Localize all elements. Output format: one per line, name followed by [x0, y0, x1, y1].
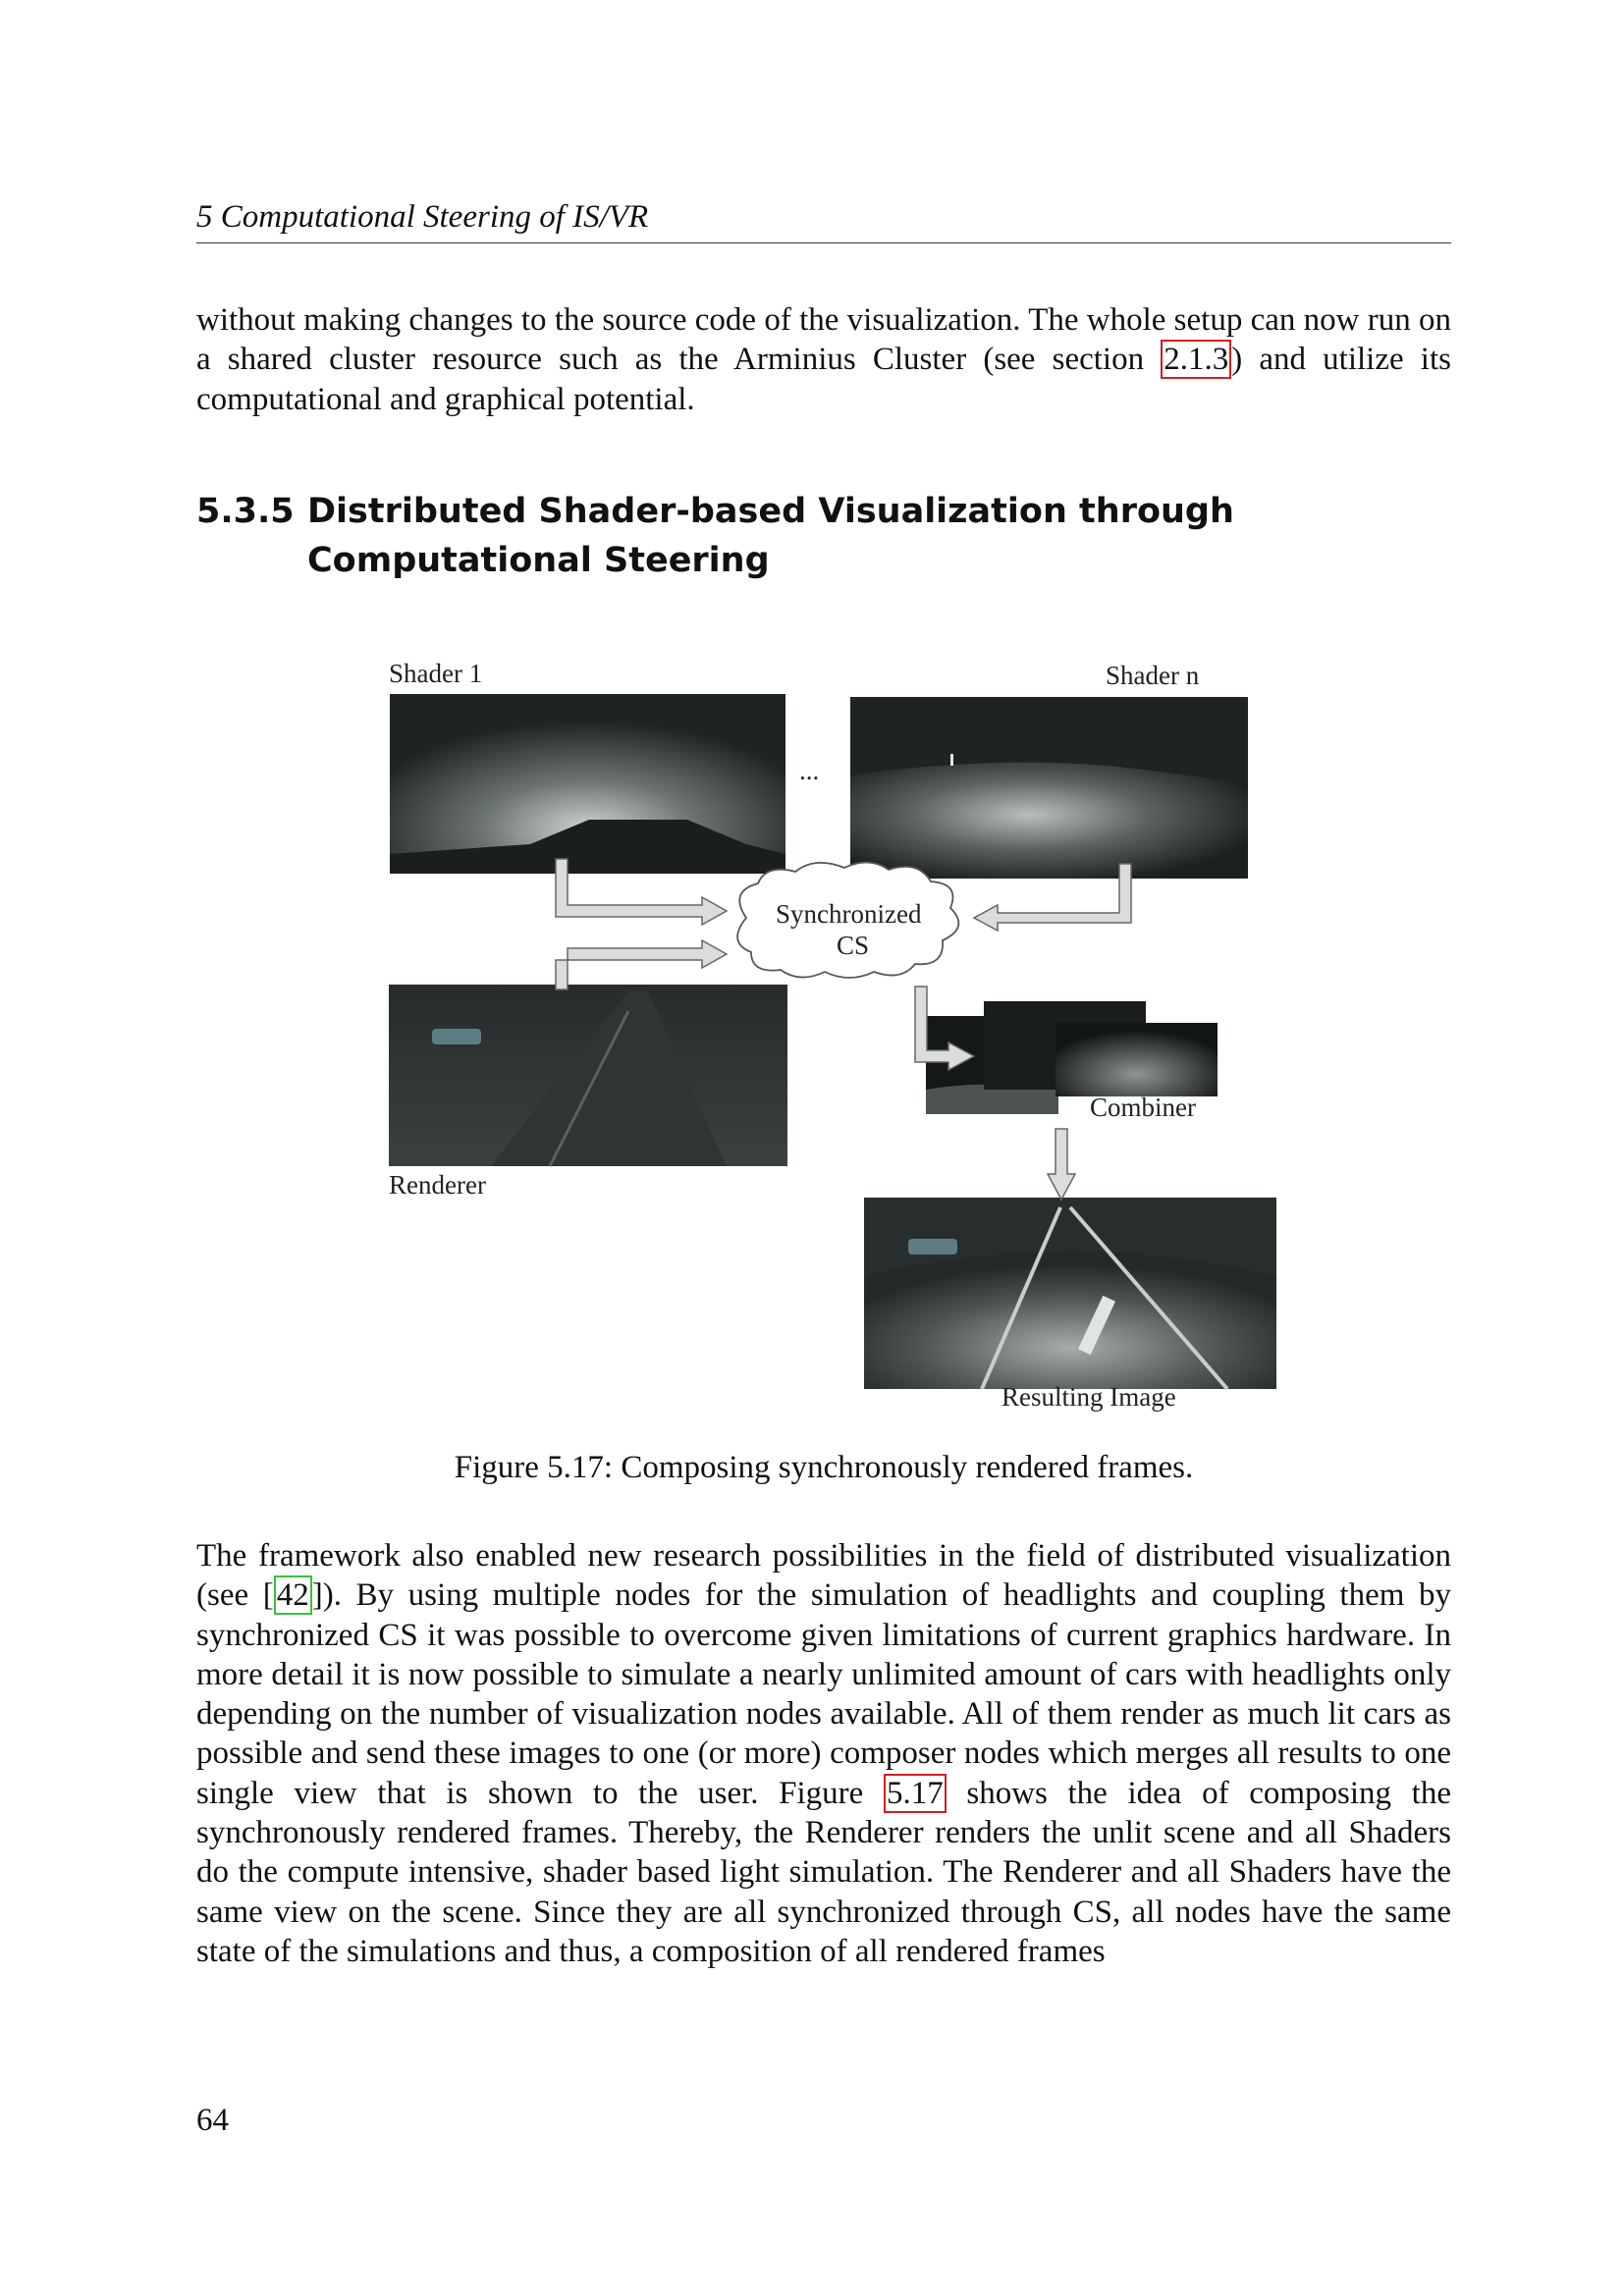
label-shader-n: Shader n [1106, 661, 1200, 690]
renderer-image [389, 985, 787, 1166]
label-shader-1: Shader 1 [389, 659, 483, 688]
label-resulting-image: Resulting Image [1001, 1382, 1176, 1412]
figure-ref-link[interactable]: 5.17 [884, 1774, 947, 1813]
label-renderer: Renderer [389, 1170, 486, 1200]
section-ref-link[interactable]: 2.1.3 [1161, 340, 1231, 379]
label-sync-line2: CS [837, 931, 870, 960]
body-text-2: ]). By using multiple nodes for the simulation of headlights and coupling them by synchronized CS it was possible to overcome given limitations of current graphics hardware. In more detail it is now possible to simulate a nearly unlimited amount of cars with headlights only depending on the number of visualization nodes available. All of them render as much lit cars as possible and send these images to one (or more) composer nodes which merges all results to one single view that is shown to the user. Figure [196, 1577, 1451, 1811]
shader-1-image [390, 694, 785, 874]
label-ellipsis: ... [799, 756, 820, 785]
intro-text-after: ) and utilize its computational and graphical potential. [196, 342, 1451, 417]
section-title: Distributed Shader-based Visualization through Computational Steering [307, 492, 1234, 580]
body-text-3: shows the idea of composing the synchronously rendered frames. Thereby, the Renderer renders the unlit scene and all Shaders do the compute intensive, shader based light simulation. The Renderer and all Shaders have the same view on the scene. Since they are all synchronized through CS, all nodes have the same state of the simulations and thus, a composition of all rendered frames [196, 1775, 1451, 1969]
arrow-combiner-to-result [1048, 1129, 1075, 1200]
body-paragraph [196, 1536, 1451, 1971]
arrow-renderer-to-cs [556, 940, 727, 989]
shader-n-image [850, 697, 1248, 879]
citation-link[interactable]: 42 [274, 1575, 312, 1615]
label-sync-line1: Synchronized [776, 899, 922, 929]
section-number: 5.3.5 [196, 492, 295, 531]
page-number: 64 [196, 2103, 229, 2138]
label-combiner: Combiner [1090, 1093, 1196, 1122]
body-text-1: The framework also enabled new research possibilities in the field of distributed visualization (see [ [196, 1538, 1451, 1614]
figure-caption: Figure 5.17: Composing synchronously rendered frames. [454, 1450, 1194, 1485]
intro-text-before: without making changes to the source code of the visualization. The whole setup can now run on a shared cluster resource such as the Arminius Cluster (see section [196, 302, 1451, 378]
running-header: 5 Computational Steering of IS/VR [196, 196, 1451, 243]
resulting-image [864, 1198, 1276, 1389]
